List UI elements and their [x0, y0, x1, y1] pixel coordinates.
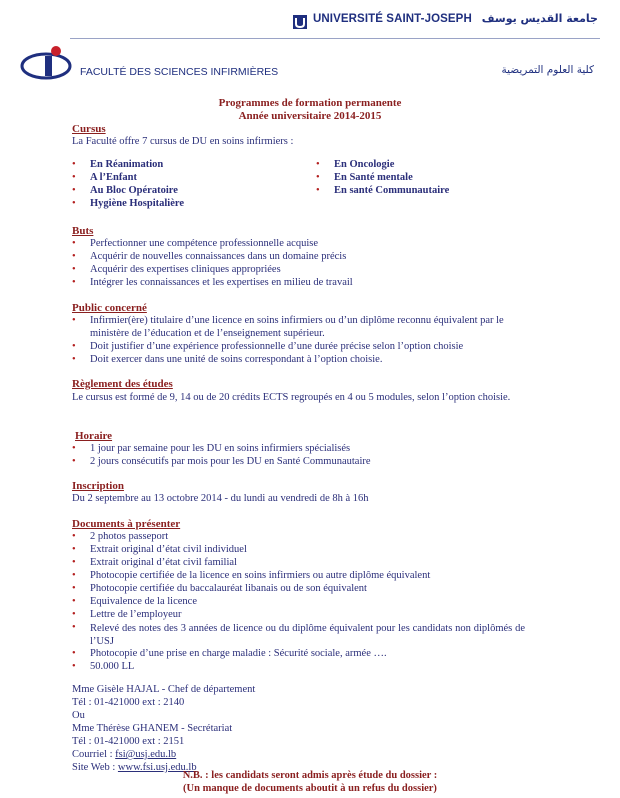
- bullet: •: [72, 609, 76, 620]
- bullet: •: [72, 172, 76, 183]
- public-item: Infirmier(ère) titulaire d’une licence en soins infirmiers ou d’un diplôme reconnu équivalent par le: [90, 315, 504, 326]
- cursus-intro: La Faculté offre 7 cursus de DU en soins infirmiers :: [72, 136, 294, 147]
- buts-item: Acquérir des expertises cliniques appropriées: [90, 264, 281, 275]
- section-heading-cursus: Cursus: [72, 123, 106, 135]
- email-link[interactable]: fsi@usj.edu.lb: [115, 749, 177, 760]
- nb-note-detail: (Un manque de documents aboutit à un refus du dossier): [183, 783, 437, 794]
- cursus-item: En Oncologie: [334, 159, 395, 170]
- documents-item: Extrait original d’état civil individuel: [90, 544, 247, 555]
- bullet: •: [72, 596, 76, 607]
- bullet: •: [72, 264, 76, 275]
- documents-item-releve: Relevé des notes des 3 années de licence ou du diplôme équivalent pour les candidats non diplômés de l’USJ: [90, 623, 525, 647]
- section-heading-horaire: Horaire: [75, 430, 113, 442]
- usj-logo-icon: [292, 14, 308, 30]
- bullet: •: [72, 354, 76, 365]
- public-item-continued: ministère de l’éducation et de l’enseignement supérieur.: [90, 328, 325, 339]
- contact-email-line: [72, 749, 176, 760]
- bullet: •: [72, 583, 76, 594]
- documents-item: Photocopie certifiée de la licence en soins infirmiers ou autre diplôme équivalent: [90, 570, 431, 581]
- website-label: Site Web :: [72, 762, 118, 773]
- contact-phone: Tél : 01-421000 ext : 2151: [72, 736, 185, 747]
- contact-phone: Tél : 01-421000 ext : 2140: [72, 697, 185, 708]
- bullet: •: [72, 341, 76, 352]
- university-name-arabic: جامعة القديس يوسف: [481, 12, 598, 25]
- bullet: •: [72, 315, 76, 326]
- nb-note: N.B. : les candidats seront admis après étude du dossier :: [182, 770, 438, 781]
- documents-item: 50.000 LL: [90, 661, 135, 672]
- bullet: •: [72, 544, 76, 555]
- bullet: •: [72, 648, 76, 659]
- section-heading-buts: Buts: [72, 225, 94, 237]
- cursus-item: En santé Communautaire: [334, 185, 450, 196]
- faculty-logo-icon: [20, 44, 76, 84]
- bullet: •: [316, 185, 320, 196]
- inscription-text: Du 2 septembre au 13 octobre 2014 - du lundi au vendredi de 8h à 16h: [72, 493, 369, 504]
- doc-title: Programmes de formation permanente: [218, 97, 402, 109]
- buts-item: Intégrer les connaissances et les expertises en milieu de travail: [90, 277, 353, 288]
- email-label: Courriel :: [72, 749, 116, 760]
- bullet: •: [316, 172, 320, 183]
- contact-head-of-department: Mme Gisèle HAJAL - Chef de département: [72, 684, 256, 695]
- bullet: •: [72, 185, 76, 196]
- bullet: •: [72, 159, 76, 170]
- cursus-item: En Santé mentale: [334, 172, 413, 183]
- bullet: •: [72, 198, 76, 209]
- doc-subtitle: Année universitaire 2014-2015: [238, 110, 382, 122]
- university-name: UNIVERSITÉ SAINT-JOSEPH: [313, 13, 472, 25]
- bullet: •: [72, 557, 76, 568]
- buts-item: Perfectionner une compétence professionnelle acquise: [90, 238, 318, 249]
- bullet: •: [72, 622, 76, 633]
- documents-item: 2 photos passeport: [90, 531, 169, 542]
- section-heading-reglement: Règlement des études: [72, 378, 173, 390]
- buts-item: Acquérir de nouvelles connaissances dans un domaine précis: [90, 251, 347, 262]
- bullet: •: [72, 456, 76, 467]
- bullet: •: [72, 277, 76, 288]
- reglement-text: Le cursus est formé de 9, 14 ou de 20 crédits ECTS regroupés en 4 ou 5 modules, selon l’option choisie.: [72, 392, 511, 403]
- faculty-name-arabic: كلية العلوم التمريضية: [501, 64, 594, 76]
- contact-or: Ou: [72, 710, 85, 721]
- bullet: •: [316, 159, 320, 170]
- documents-item: Equivalence de la licence: [90, 596, 197, 607]
- contact-secretariat: Mme Thérèse GHANEM - Secrétariat: [72, 723, 233, 734]
- documents-item: Photocopie certifiée du baccalauréat libanais ou de son équivalent: [90, 583, 367, 594]
- horaire-item: 1 jour par semaine pour les DU en soins infirmiers spécialisés: [90, 443, 351, 454]
- public-item: Doit exercer dans une unité de soins correspondant à l’option choisie.: [90, 354, 383, 365]
- letterhead: [0, 0, 620, 95]
- cursus-item: En Réanimation: [90, 159, 164, 170]
- bullet: •: [72, 443, 76, 454]
- horaire-item: 2 jours consécutifs par mois pour les DU en Santé Communautaire: [90, 456, 371, 467]
- public-item: Doit justifier d’une expérience professionnelle d’une durée précise selon l’option choisie: [90, 341, 464, 352]
- bullet: •: [72, 570, 76, 581]
- section-heading-public: Public concerné: [72, 302, 147, 314]
- documents-item: Photocopie d’une prise en charge maladie : Sécurité sociale, armée ….: [90, 648, 387, 659]
- cursus-item: Hygiène Hospitalière: [90, 198, 185, 209]
- faculty-name: FACULTÉ DES SCIENCES INFIRMIÈRES: [80, 66, 279, 78]
- cursus-item: Au Bloc Opératoire: [90, 185, 178, 196]
- section-heading-documents: Documents à présenter: [72, 518, 181, 530]
- documents-item: Extrait original d’état civil familial: [90, 557, 237, 568]
- cursus-item: A l’Enfant: [90, 172, 137, 183]
- documents-item: Lettre de l’employeur: [90, 609, 182, 620]
- bullet: •: [72, 251, 76, 262]
- bullet: •: [72, 238, 76, 249]
- bullet: •: [72, 661, 76, 672]
- bullet: •: [72, 531, 76, 542]
- header-divider: [70, 38, 600, 39]
- website-link[interactable]: www.fsi.usj.edu.lb: [117, 762, 197, 773]
- section-heading-inscription: Inscription: [72, 480, 124, 492]
